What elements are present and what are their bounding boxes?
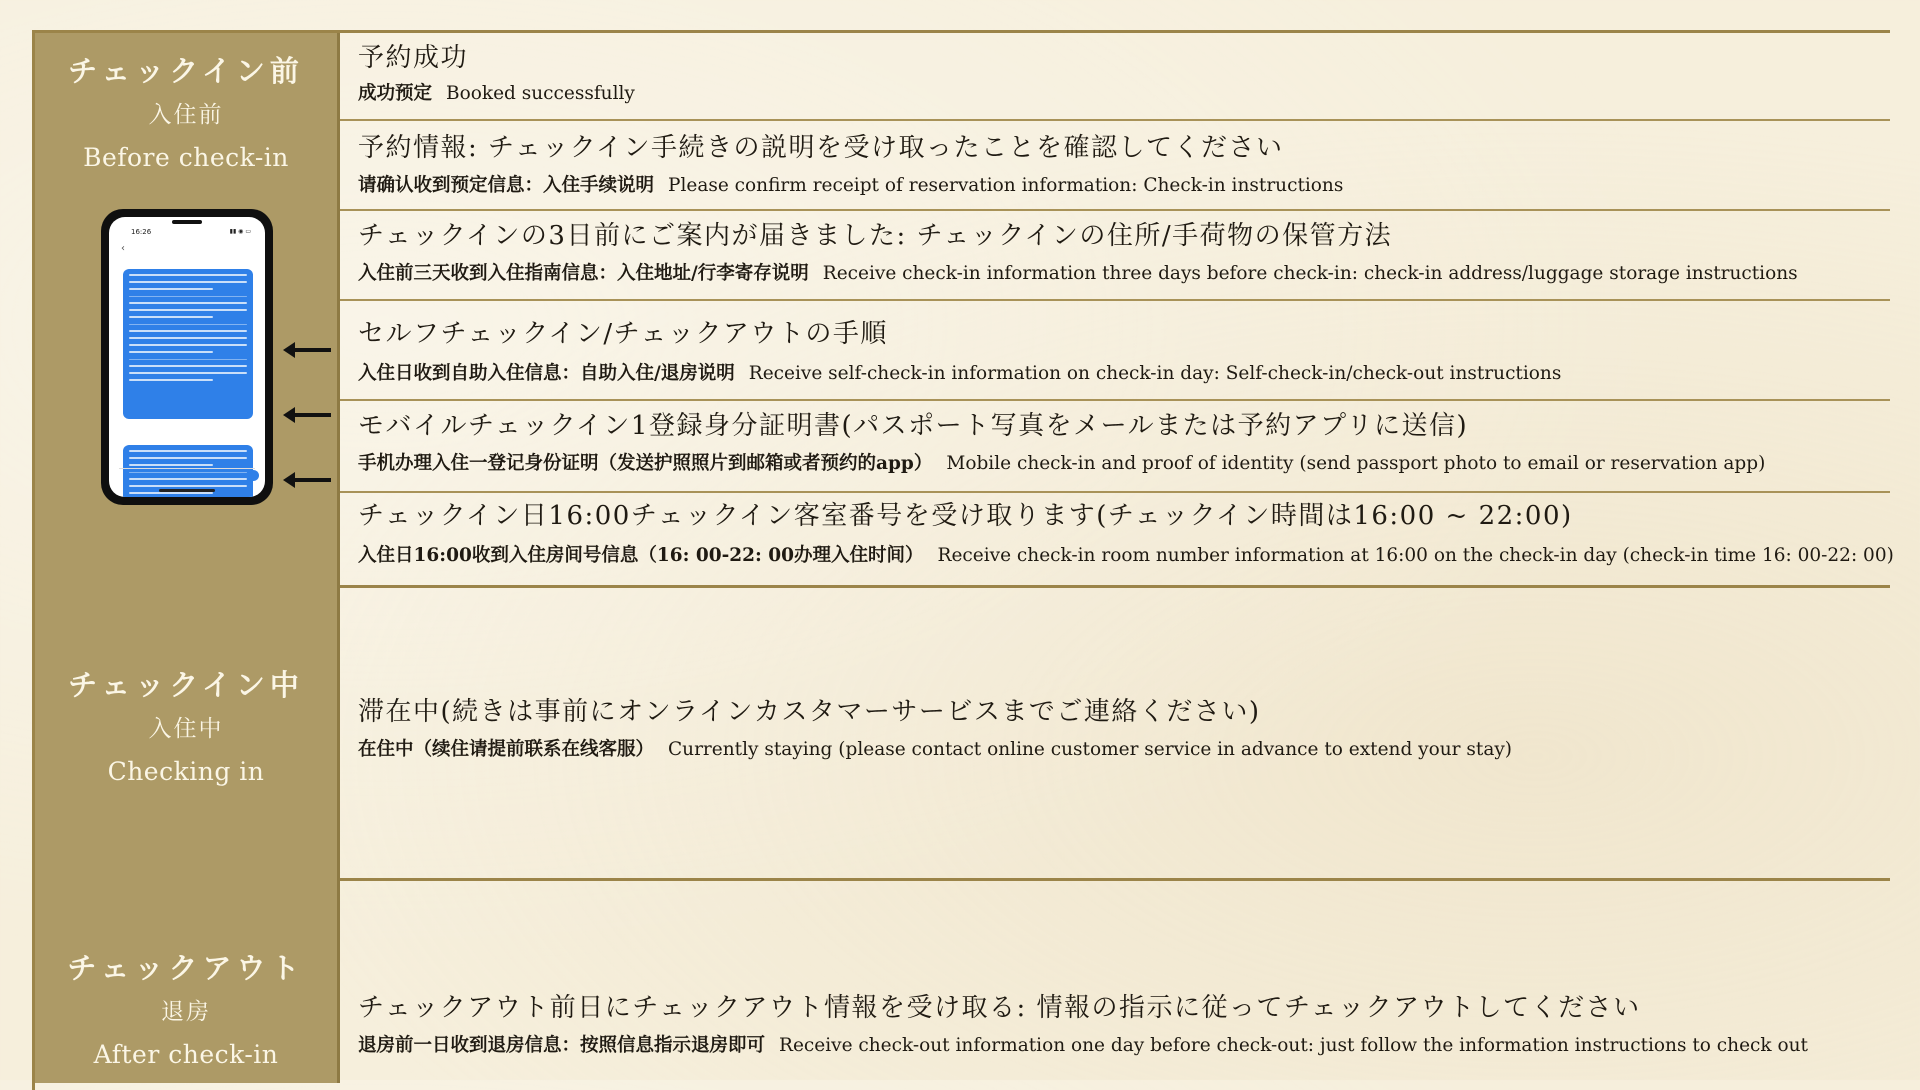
step-text-en: Receive check-in information three days before check-in: check-in address/luggage storage instructions xyxy=(822,263,1798,284)
stage-title-jp: チェックアウト xyxy=(67,951,305,985)
section-checking-in xyxy=(35,585,1890,881)
section-checkout xyxy=(35,878,1890,1083)
stage-title-cn: 入住前 xyxy=(148,102,224,128)
stage-title-jp: チェックイン前 xyxy=(68,54,304,88)
step-subtitle xyxy=(358,81,1890,107)
step-subtitle xyxy=(358,1033,1890,1059)
phone-time: 16:26 xyxy=(131,228,152,236)
stage-cell-checkout xyxy=(35,878,340,1083)
step-text-cn: 成功预定 xyxy=(358,83,433,104)
step-text-cn: 手机办理入住一登记身份证明（发送护照照片到邮箱或者预约的app） xyxy=(358,453,933,474)
step-title-jp: 滞在中(続きは事前にオンラインカスタマーサービスまでご連絡ください) xyxy=(358,697,1261,727)
stage-title-jp: チェックイン中 xyxy=(68,668,304,702)
step-title-jp: チェックアウト前日にチェックアウト情報を受け取る: 情報の指示に従ってチェックアウトしてください xyxy=(358,993,1641,1023)
step-title-jp: 予約成功 xyxy=(358,43,469,73)
stage-title-en: Checking in xyxy=(107,757,265,786)
step-text-cn: 在住中（续住请提前联系在线客服） xyxy=(358,739,655,760)
step-subtitle xyxy=(358,451,1890,477)
step-row xyxy=(340,33,1890,121)
step-text-en: Receive check-out information one day before check-out: just follow the information instructions to check out xyxy=(779,1035,1808,1056)
step-row xyxy=(340,301,1890,401)
send-icon xyxy=(248,470,259,481)
arrow-left-icon xyxy=(283,340,333,360)
step-subtitle xyxy=(358,261,1890,287)
phone-mockup xyxy=(101,209,273,505)
home-indicator xyxy=(159,489,215,492)
step-text-en: Please confirm receipt of reservation information: Check-in instructions xyxy=(668,175,1344,196)
step-text-cn: 入住前三天收到入住指南信息：入住地址/行李寄存说明 xyxy=(358,263,809,284)
step-title-jp: チェックインの3日前にご案内が届きました: チェックインの住所/手荷物の保管方法 xyxy=(358,221,1393,251)
message-bubble xyxy=(123,269,253,419)
checkin-flow-table xyxy=(32,30,1894,1090)
top-strip xyxy=(0,0,1920,30)
step-title-jp: モバイルチェックイン1登録身分証明書(パスポート写真をメールまたは予約アプリに送信) xyxy=(358,411,1469,441)
chevron-left-icon: ‹ xyxy=(121,243,125,254)
step-title-jp: チェックイン日16:00チェックイン客室番号を受け取ります(チェックイン時間は16:00 ~ 22:00) xyxy=(358,501,1573,531)
phone-notch xyxy=(172,220,202,224)
step-title-jp: セルフチェックイン/チェックアウトの手順 xyxy=(358,319,888,349)
step-text-cn: 退房前一日收到退房信息：按照信息指示退房即可 xyxy=(358,1035,766,1056)
step-row xyxy=(340,211,1890,301)
step-text-en: Receive self-check-in information on check-in day: Self-check-in/check-out instructions xyxy=(748,363,1562,384)
step-row xyxy=(340,585,1890,878)
step-subtitle xyxy=(358,361,1890,387)
step-row xyxy=(340,121,1890,211)
message-input xyxy=(119,468,255,483)
steps-checkout xyxy=(340,878,1890,1083)
steps-checking-in xyxy=(340,585,1890,878)
steps-before-checkin xyxy=(340,33,1894,585)
step-row xyxy=(340,878,1890,1083)
phone-screen xyxy=(109,217,265,497)
stage-title-cn: 入住中 xyxy=(148,716,224,742)
step-text-cn: 入住日16:00收到入住房间号信息（16: 00-22: 00办理入住时间） xyxy=(358,545,924,566)
step-text-en: Booked successfully xyxy=(446,83,635,104)
step-row xyxy=(340,493,1894,585)
step-text-en: Currently staying (please contact online customer service in advance to extend your stay) xyxy=(668,739,1513,760)
stage-cell-checking-in xyxy=(35,585,340,878)
stage-title-cn: 退房 xyxy=(161,999,211,1025)
stage-title-en: After check-in xyxy=(93,1040,279,1069)
arrow-left-icon xyxy=(283,405,333,425)
step-text-cn: 请确认收到预定信息：入住手续说明 xyxy=(358,175,655,196)
arrow-left-icon xyxy=(283,470,333,490)
stage-cell-before xyxy=(35,33,340,585)
step-subtitle xyxy=(358,543,1894,569)
step-text-en: Mobile check-in and proof of identity (send passport photo to email or reservation app) xyxy=(946,453,1766,474)
step-title-jp: 予約情報: チェックイン手続きの説明を受け取ったことを確認してください xyxy=(358,133,1284,163)
stage-title-en: Before check-in xyxy=(83,143,289,172)
step-subtitle xyxy=(358,737,1890,763)
step-row xyxy=(340,401,1890,493)
phone-status-icons: ▮▮ ◉ ▭ xyxy=(229,228,251,235)
step-text-en: Receive check-in room number information at 16:00 on the check-in day (check-in time 16: 00-22: 00) xyxy=(937,545,1894,566)
step-subtitle xyxy=(358,173,1890,199)
section-before-checkin xyxy=(35,33,1894,588)
step-text-cn: 入住日收到自助入住信息：自助入住/退房说明 xyxy=(358,363,735,384)
